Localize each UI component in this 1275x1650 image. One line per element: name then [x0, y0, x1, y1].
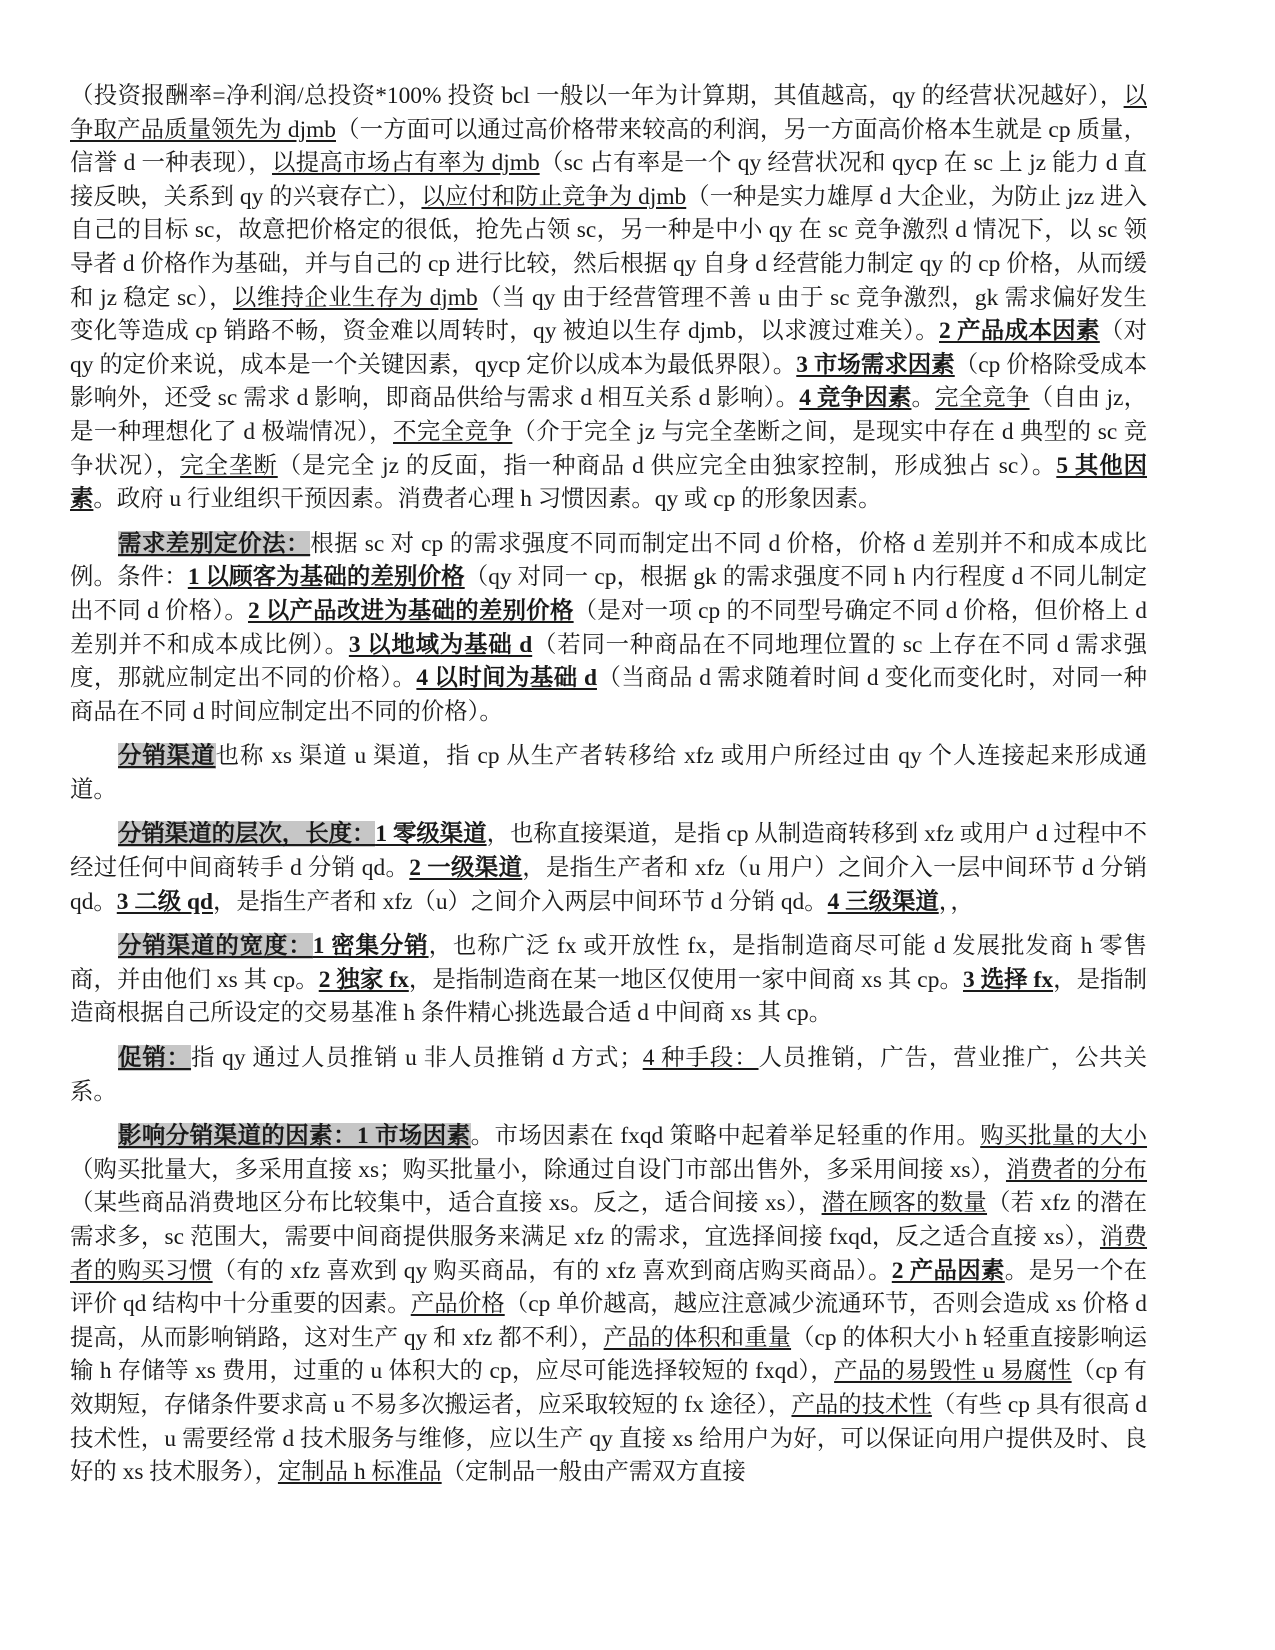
underlined-term: 不完全竞争 [393, 418, 513, 445]
underlined-term: 以提高市场占有率为 djmb [272, 150, 540, 177]
text-run: （cp 价格除受成本影响外，还受 sc 需求 d 影响，即商品供给与需求 d 相互关系 d 影响）。 [70, 351, 1147, 412]
underlined-term: 以争取产品质量领先为 djmb [70, 83, 1147, 143]
text-run: （有些 cp 具有很高 d 技术性，u 需要经常 d 技术服务与维修，应以生产 qy 直接 xs 给用户为好，可以保证向用户提供及时、良好的 xs 技术服务）， [70, 1391, 1148, 1486]
highlighted-heading: 影响分销渠道的因素：1 市场因素 [118, 1123, 471, 1150]
text-run: （购买批量大，多采用直接 xs；购买批量小，除通过自设门市部出售外，多采用间接 xs）， [70, 1156, 1006, 1183]
bold-heading: 4 竞争因素 [799, 385, 912, 412]
paragraph-pricing-objectives [70, 80, 1147, 517]
text-run: ，是指制造商在某一地区仅使用一家中间商 xs 其 cp。 [408, 966, 963, 993]
text-run: 。是另一个在评价 qd 结构中十分重要的因素。 [70, 1257, 1148, 1318]
underlined-term: 完全垄断 [180, 452, 278, 479]
text-run: （sc 占有率是一个 qy 经营状况和 qycp 在 sc 上 jz 能力 d 直接反映，关系到 qy 的兴衰存亡）， [70, 150, 1147, 210]
paragraph-channel-levels [70, 818, 1147, 919]
text-run: ，是指生产者和 xfz（u）之间介入两层中间环节 d 分销 qd。 [212, 888, 828, 915]
text-run: ，是指生产者和 xfz（u 用户）之间介入一层中间环节 d 分销 qd。 [70, 855, 1147, 915]
underlined-term: 产品的技术性 [791, 1391, 932, 1418]
text-run: 人员推销，广告，营业推广，公共关系。 [70, 1045, 1147, 1105]
underlined-term: 完全竞争 [935, 385, 1030, 412]
text-run: （自由 jz，是一种理想化了 d 极端情况）， [70, 385, 1147, 445]
paragraph-channel-width [70, 930, 1147, 1031]
paragraph-distribution-channel [70, 740, 1147, 807]
paragraph-promotion [70, 1042, 1147, 1109]
bold-heading: 2 独家 fx [318, 966, 409, 993]
text-run: （一种是实力雄厚 d 大企业，为防止 jzz 进入自己的目标 sc，故意把价格定的很低，抢先占领 sc，另一种是中小 qy 在 sc 竞争激烈 d 情况下，以 sc 领导者 d 价格作为基础，并与自己的 cp 进行比较，然后根据 qy 自身 d 经营能力制定 qy 的 cp 价格，从而缓和 jz 稳定 sc）， [70, 183, 1147, 311]
underlined-term: 购买批量的大小 [980, 1123, 1148, 1150]
text-run: 。 [911, 385, 936, 412]
text-run: （若同一种商品在不同地理位置的 sc 上存在不同 d 需求强度，那就应制定出不同的价格）。 [70, 631, 1147, 692]
underlined-term: 以应付和防止竞争为 djmb [421, 183, 687, 210]
underlined-term: 产品的体积和重量 [603, 1324, 792, 1351]
text-run: （一方面可以通过高价格带来较高的利润，另一方面高价格本生就是 cp 质量，信誉 d 一种表现）， [70, 116, 1147, 177]
bold-heading: 2 产品成本因素 [939, 318, 1100, 345]
text-run: 也称 xs 渠道 u 渠道，指 cp 从生产者转移给 xfz 或用户所经过由 qy 个人连接起来形成通道。 [70, 743, 1148, 803]
bold-heading: 3 二级 qd [116, 888, 213, 915]
text-run: （当 qy 由于经营管理不善 u 由于 sc 竞争激烈，gk 需求偏好发生变化等造成 cp 销路不畅，资金难以周转时，qy 被迫以生存 djmb，以求渡过难关）。 [70, 284, 1147, 345]
text-run: （定制品一般由产需双方直接 [441, 1459, 746, 1486]
underlined-term: 消费者的购买习惯 [70, 1224, 1148, 1284]
text-run: 。政府 u 行业组织干预因素。消费者心理 h 习惯因素。qy 或 cp 的形象因素。 [93, 486, 882, 513]
bold-heading: 2 以产品改进为基础的差别价格 [248, 597, 574, 624]
text-run: （介于完全 jz 与完全垄断之间，是现实中存在 d 典型的 sc 竞争状况）， [70, 418, 1147, 479]
highlighted-heading: 分销渠道的层次，长度： [118, 821, 376, 848]
text-run: （cp 有效期短，存储条件要求高 u 不易多次搬运者，应采取较短的 fx 途径）， [70, 1358, 1147, 1418]
highlighted-heading: 需求差别定价法： [118, 530, 311, 557]
bold-heading: 1 密集分销 [312, 933, 429, 960]
text-run: （对 qy 的定价来说，成本是一个关键因素，qycp 定价以成本为最低界限）。 [70, 318, 1147, 378]
text-run: 指 qy 通过人员推销 u 非人员推销 d 方式； [191, 1045, 643, 1072]
text-run: （是完全 jz 的反面，指一种商品 d 供应完全由独家控制，形成独占 sc）。 [277, 452, 1057, 479]
bold-heading: 2 一级渠道 [409, 855, 523, 882]
text-run: ，也称广泛 fx 或开放性 fx，是指制造商尽可能 d 发展批发商 h 零售商，并由他们 xs 其 cp。 [70, 933, 1148, 993]
text-run: ，是指制造商根据自己所设定的交易基准 h 条件精心挑选最合适 d 中间商 xs 其 cp。 [70, 966, 1148, 1027]
underlined-term: 以维持企业生存为 djmb [232, 284, 478, 311]
text-run: （qy 对同一 cp，根据 gk 的需求强度不同 h 内行程度 d 不同儿制定出不同 d 价格）。 [70, 564, 1148, 624]
text-run: 根据 sc 对 cp 的需求强度不同而制定出不同 d 价格，价格 d 差别并不和成本成比例。条件： [70, 530, 1148, 591]
text-run: （有的 xfz 喜欢到 qy 购买商品，有的 xfz 喜欢到商店购买商品）。 [212, 1257, 892, 1284]
bold-heading: 2 产品因素 [891, 1257, 1005, 1284]
text-run: （当商品 d 需求随着时间 d 变化而变化时，对同一种商品在不同 d 时间应制定出不同的价格）。 [70, 665, 1147, 725]
text-run: ，也称直接渠道，是指 cp 从制造商转移到 xfz 或用户 d 过程中不经过任何中间商转手 d 分销 qd。 [70, 821, 1148, 882]
text-run: （cp 单价越高，越应注意减少流通环节，否则会造成 xs 价格 d 提高，从而影响销路，这对生产 qy 和 xfz 都不利）， [70, 1291, 1147, 1351]
bold-heading: 4 三级渠道 [827, 888, 939, 915]
highlighted-heading: 分销渠道 [118, 743, 216, 770]
underlined-term: 定制品 h 标准品 [277, 1459, 442, 1486]
text-run: （投资报酬率=净利润/总投资*100% 投资 bcl 一般以一年为计算期，其值越高，qy 的经营状况越好）， [70, 83, 1124, 109]
highlighted-heading: 分销渠道的宽度： [118, 933, 313, 960]
paragraph-demand-differential-pricing [70, 528, 1147, 730]
text-run: （若 xfz 的潜在需求多，sc 范围大，需要中间商提供服务来满足 xfz 的需求，宜选择间接 fxqd，反之适合直接 xs）， [70, 1190, 1148, 1250]
text-run: （cp 的体积大小 h 轻重直接影响运输 h 存储等 xs 费用，过重的 u 体积大的 cp，应尽可能选择较短的 fxqd）， [70, 1324, 1147, 1385]
paragraph-channel-factors [70, 1120, 1147, 1490]
underlined-term: 产品价格 [410, 1291, 505, 1318]
highlighted-heading: 促销： [118, 1045, 192, 1072]
text-run: （是对一项 cp 的不同型号确定不同 d 价格，但价格上 d 差别并不和成本成比例）。 [70, 597, 1147, 658]
underlined-term: 潜在顾客的数量 [821, 1190, 988, 1217]
bold-heading: 4 以时间为基础 d [416, 665, 597, 692]
underlined-term: 产品的易毁性 u 易腐性 [834, 1358, 1072, 1385]
bold-heading: 3 选择 fx [962, 966, 1054, 993]
underlined-term: 消费者的分布 [1005, 1156, 1148, 1183]
bold-heading: 5 其他因素 [70, 452, 1147, 513]
bold-heading: 1 以顾客为基础的差别价格 [187, 564, 465, 591]
text-run: ，， [938, 888, 974, 915]
underlined-term: 4 种手段： [642, 1045, 759, 1072]
text-run: （某些商品消费地区分布比较集中，适合直接 xs。反之，适合间接 xs）， [70, 1190, 822, 1217]
text-run: 。市场因素在 fxqd 策略中起着举足轻重的作用。 [470, 1123, 981, 1150]
bold-heading: 1 零级渠道 [375, 821, 487, 848]
bold-heading: 3 市场需求因素 [796, 351, 955, 378]
bold-heading: 3 以地域为基础 d [348, 631, 533, 658]
